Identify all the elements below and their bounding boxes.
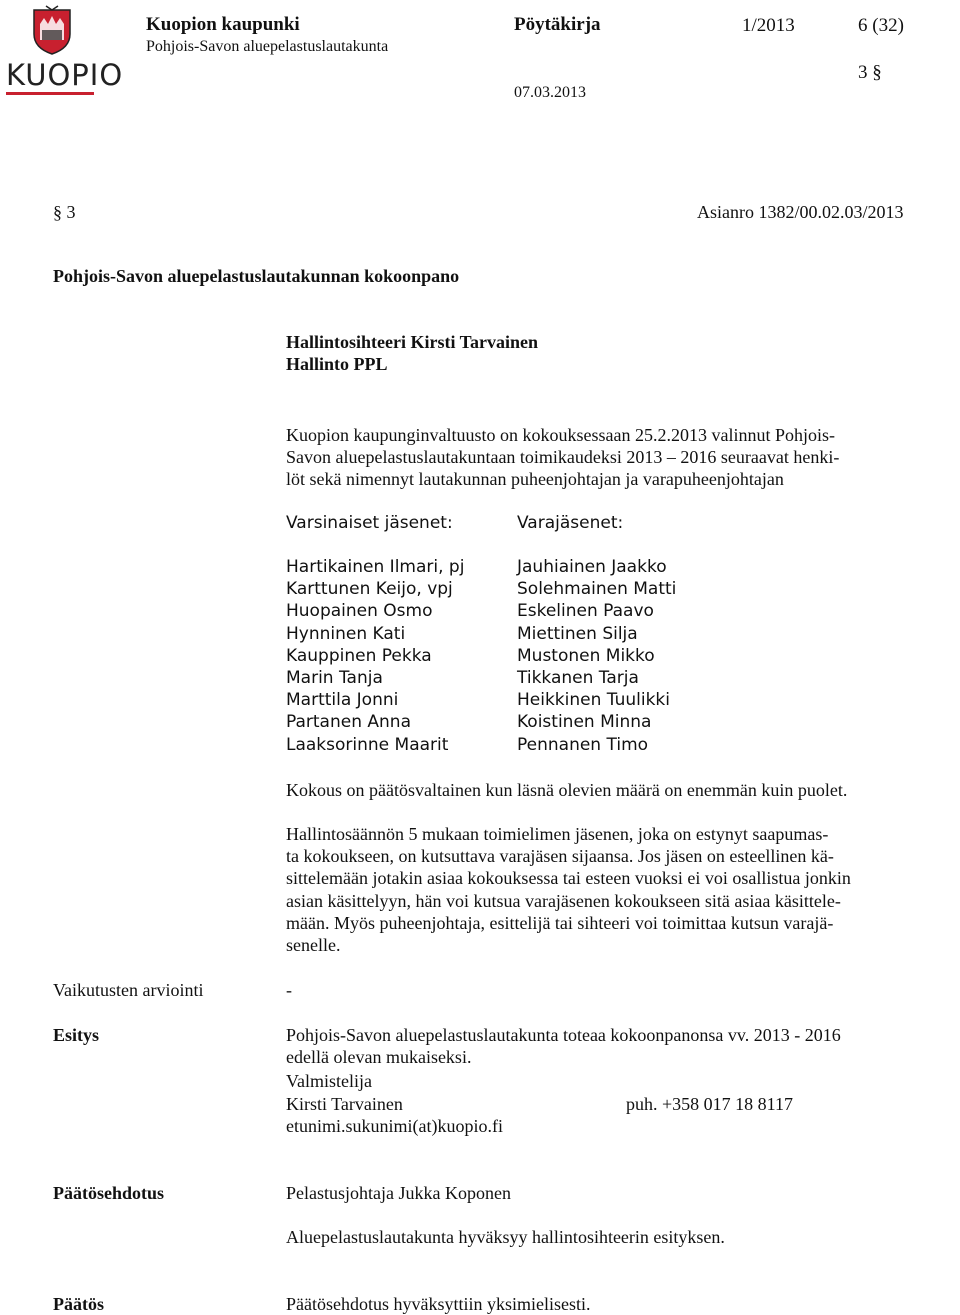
preparer-line1: Hallintosihteeri Kirsti Tarvainen [286,332,539,352]
list-item: Pennanen Timo [517,734,649,755]
header-page: 6 (32) [858,15,904,36]
rules-paragraph [286,823,851,956]
impact-value: - [286,980,292,1000]
list-item: Tikkanen Tarja [517,667,639,688]
regular-members-header: Varsinaiset jäsenet: [286,513,453,533]
intro-line: Savon aluepelastuslautakuntaan toimikaudeksi 2013 – 2016 seuraavat henki- [286,447,840,468]
intro-line: Kuopion kaupunginvaltuusto on kokouksessaan 25.2.2013 valinnut Pohjois- [286,425,835,445]
item-number: § 3 [53,202,76,222]
rules-line: senelle. [286,935,341,956]
deputy-members-list [517,556,676,756]
deputy-members-header: Varajäsenet: [517,513,624,533]
list-item: Kauppinen Pekka [286,645,432,666]
rules-line: ta kokoukseen, on kutsuttava varajäsen sijaansa. Jos jäsen on esteellinen kä- [286,846,834,867]
preparer-line2: Hallinto PPL [286,354,388,374]
preparer-phone: puh. +358 017 18 8117 [626,1094,793,1114]
list-item: Koistinen Minna [517,712,652,733]
quorum-text: Kokous on päätösvaltainen kun läsnä olevien määrä on enemmän kuin puolet. [286,780,848,800]
header-date: 07.03.2013 [514,84,586,101]
proposal-label: Esitys [53,1025,100,1045]
list-item: Solehmainen Matti [517,579,677,600]
preparer-label: Valmistelija [286,1071,372,1091]
rules-line: mään. Myös puheenjohtaja, esittelijä tai sihteeri voi toimittaa kutsun varajä- [286,912,834,933]
item-title: Pohjois-Savon aluepelastuslautakunnan kokoonpano [53,266,460,286]
decision-text: Päätösehdotus hyväksyttiin yksimielisesti. [286,1294,591,1314]
rules-line: sittelemään jotakin asiaa kokouksessa tai esteen vuoksi ei voi osallistua jonkin [286,868,851,889]
list-item: Hynninen Kati [286,623,406,644]
decision-proposal-text: Aluepelastuslautakunta hyväksyy hallintosihteerin esityksen. [286,1227,725,1247]
list-item: Eskelinen Paavo [517,601,654,622]
decision-label: Päätös [53,1294,104,1314]
list-item: Hartikainen Ilmari, pj [286,557,465,577]
list-item: Miettinen Silja [517,623,638,644]
rules-line: asian käsittelyyn, hän voi kutsua varajäsenen kokoukseen sitä asiaa käsittele- [286,890,841,911]
list-item: Partanen Anna [286,712,411,733]
list-item: Huopainen Osmo [286,601,433,622]
list-item: Jauhiainen Jaakko [517,557,667,577]
proposal-line2: edellä olevan mukaiseksi. [286,1047,472,1067]
list-item: Laaksorinne Maarit [286,734,449,755]
preparer-email: etunimi.sukunimi(at)kuopio.fi [286,1116,503,1136]
list-item: Marttila Jonni [286,690,399,711]
header-org: Kuopion kaupunki [146,14,300,35]
header-board: Pohjois-Savon aluepelastuslautakunta [146,38,389,55]
header-doc-number: 1/2013 [742,15,795,36]
logo-underline [6,92,94,95]
preparer-name: Kirsti Tarvainen [286,1094,403,1114]
regular-members-list [286,556,464,756]
rules-line: Hallintosäännön 5 mukaan toimielimen jäsenen, joka on estynyt saapumas- [286,824,829,844]
header-doc-type: Pöytäkirja [514,14,601,35]
decision-proposal-label: Päätösehdotus [53,1183,165,1203]
proposal-line1: Pohjois-Savon aluepelastuslautakunta toteaa kokoonpanonsa vv. 2013 - 2016 [286,1025,841,1045]
list-item: Mustonen Mikko [517,645,655,666]
list-item: Marin Tanja [286,667,383,688]
intro-line: löt sekä nimennyt lautakunnan puheenjohtajan ja varapuheenjohtajan [286,469,784,490]
list-item: Heikkinen Tuulikki [517,690,670,711]
item-ref: Asianro 1382/00.02.03/2013 [697,202,904,222]
logo-text: KUOPIO [6,58,124,92]
decision-proposal-presenter: Pelastusjohtaja Jukka Koponen [286,1183,511,1203]
kuopio-logo [4,4,124,96]
list-item: Karttunen Keijo, vpj [286,579,453,600]
impact-label: Vaikutusten arviointi [53,980,204,1000]
intro-paragraph [286,424,839,491]
header-section: 3 § [858,62,882,83]
